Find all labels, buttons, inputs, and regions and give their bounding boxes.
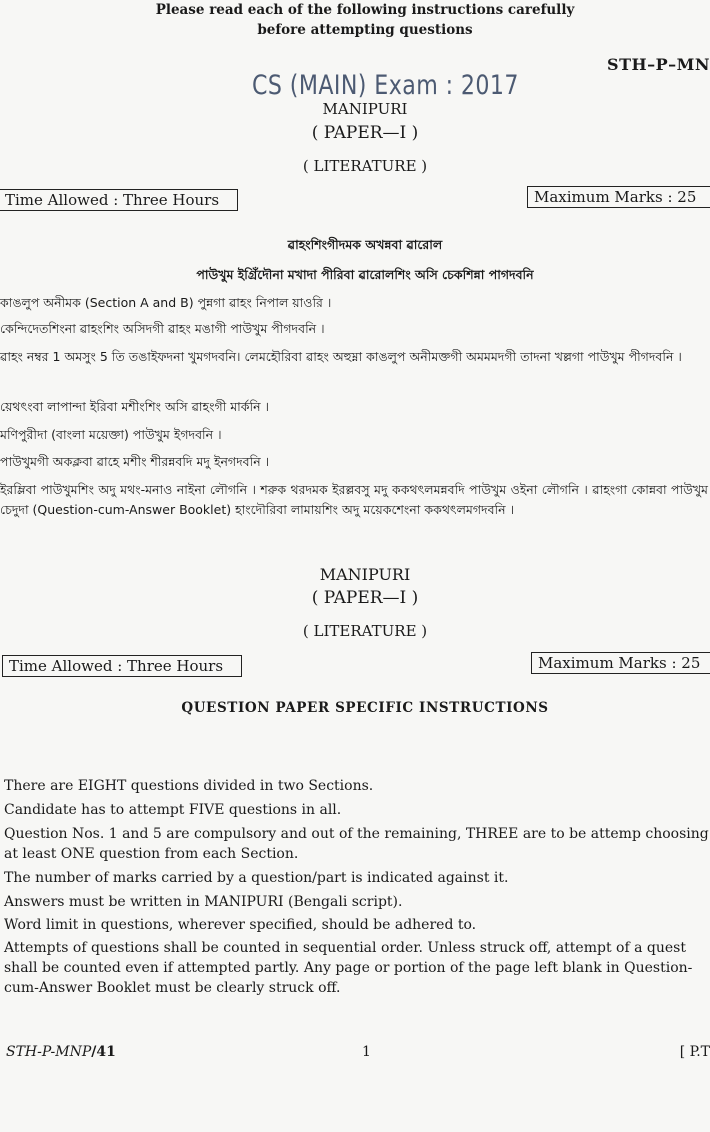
manipuri-instruction: ইরম্লিবা পাউখুমশিং অদু মথং-মনাও নাইনা লৌগনি । শরুক থরদমক ইরল্লবসু মদু ককথৎলমন্নবদি পাউখুম ওইনা লৌগনি । ৱাহংগা কোন্নবা পাউখুম চেদুদা (Question-cum-Answer Booklet) হাংদৌরিবা লামায়শিং অদু ময়েকশেংনা ককথৎলমগদবনি ।: [0, 482, 708, 517]
footer-paper-code: [6, 1044, 116, 1060]
instruction-item: Candidate has to attempt FIVE questions in all.: [4, 802, 342, 818]
time-allowed-box: Time Allowed : Three Hours: [0, 189, 238, 211]
manipuri-instruction: কেন্দিদেতশিংনা ৱাহংশিং অসিদগী ৱাহং মঙাগী পাউখুম পীগদবনি ।: [0, 321, 325, 336]
time-allowed-box-english: Time Allowed : Three Hours: [2, 655, 242, 677]
instruction-item: There are EIGHT questions divided in two Sections.: [4, 778, 374, 794]
instruction-item: Question Nos. 1 and 5 are compulsory and out of the remaining, THREE are to be attemp choosing at least ONE question from each Section.: [4, 826, 709, 862]
footer-code-suffix: /41: [91, 1044, 116, 1060]
footer-code-text: STH-P-MNP: [6, 1044, 92, 1060]
manipuri-instruction: ৱাহং নম্বর 1 অমসুং 5 তি তঙাইফদনা খুমগদবনি। লেমহৌরিবা ৱাহং অহুম্না কাঙলুপ অনীমক্তগী অমমমদগী তাদনা খল্লগা পাউখুম পীগদবনি ।: [0, 349, 682, 364]
instruction-item: Attempts of questions shall be counted in sequential order. Unless struck off, attempt of a quest shall be counted even if attempted partly. Any page or portion of the page left blank in Question-cum-Answer Booklet must be clearly struck off.: [4, 940, 693, 996]
subject-title-english: MANIPURI: [319, 565, 411, 584]
instructions-subheading-line: Please read each of the following instructions carefully: [155, 2, 575, 18]
page-number: 1: [362, 1044, 371, 1060]
max-marks-box-english: Maximum Marks : 25: [531, 652, 710, 674]
manipuri-subheading: পাউখুম ইগ্রিঁদৌনা মখাদা পীরিবা ৱারোলশিং অসি চেকশিন্না পাগদবনি: [196, 267, 534, 282]
paper-code: STH–P–MN: [607, 55, 710, 74]
pto-label: [ P.T: [679, 1044, 710, 1060]
paper-label-english: ( PAPER—I ): [311, 588, 419, 608]
subject-label: ( LITERATURE ): [302, 157, 428, 175]
manipuri-instruction: য়েথৎংবা লাপান্দা ইরিবা মশীংশিং অসি ৱাহংগী মার্কনি ।: [0, 399, 270, 414]
instructions-subheading-line: before attempting questions: [257, 22, 473, 38]
manipuri-instruction: মণিপুরীদা (বাংলা ময়েক্তা) পাউখুম ইগদবনি ।: [0, 427, 222, 442]
manipuri-heading: ৱাহংশিংগীদমক অখন্নবা ৱারোল: [287, 237, 443, 252]
instructions-subheading: [0, 0, 710, 40]
exam-stamp: CS (MAIN) Exam : 2017: [252, 70, 519, 101]
instruction-item: The number of marks carried by a question/part is indicated against it.: [4, 870, 509, 886]
instructions-heading: QUESTION PAPER SPECIFIC INSTRUCTIONS: [181, 700, 549, 716]
instruction-item: Word limit in questions, wherever specified, should be adhered to.: [4, 917, 477, 933]
subject-label-english: ( LITERATURE ): [302, 622, 428, 640]
instruction-item: Answers must be written in MANIPURI (Bengali script).: [4, 894, 403, 910]
subject-title: MANIPURI: [322, 100, 408, 118]
paper-label: ( PAPER—I ): [311, 123, 419, 143]
manipuri-instruction: কাঙলুপ অনীমক (Section A and B) পুন্নগা ৱাহং নিপাল য়াওরি ।: [0, 295, 332, 310]
manipuri-instruction: পাউখুমগী অকক্লবা ৱাহে মশীং শীরন্নবদি মদু ইনগদবনি ।: [0, 454, 270, 469]
max-marks-box: Maximum Marks : 25: [527, 186, 710, 208]
